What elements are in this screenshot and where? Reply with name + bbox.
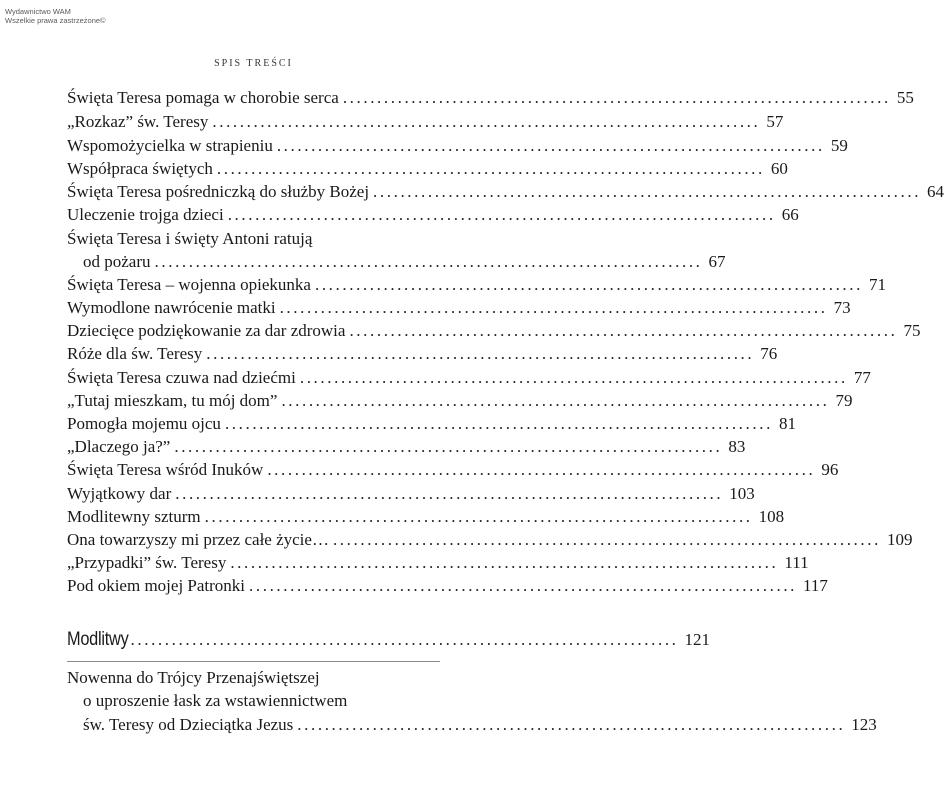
toc-entry-page: 103 [729, 484, 755, 503]
toc-leader: ................................................................................ [216, 159, 765, 178]
toc-entry-page: 96 [821, 460, 839, 479]
toc-entry[interactable] [67, 505, 785, 529]
toc-leader: ................................................................................ [281, 391, 830, 410]
toc-leader: ................................................................................ [204, 507, 753, 526]
toc-leader: ................................................................................ [224, 414, 773, 433]
toc-entry-page: 71 [868, 275, 886, 294]
toc-entry-page: 108 [758, 507, 785, 526]
toc-entry-title: „Dlaczego ja?” [67, 437, 171, 456]
toc-entry[interactable] [67, 180, 944, 204]
toc-entry-title: Święta Teresa pomaga w chorobie serca [67, 88, 339, 107]
toc-entry-title: „Przypadki” św. Teresy [67, 553, 227, 572]
toc-section[interactable] [67, 628, 711, 652]
watermark-rights: Wszelkie prawa zastrzeżone© [5, 16, 106, 25]
toc-entry-page: 64 [927, 182, 944, 201]
toc-prayer-page: 123 [851, 715, 877, 734]
toc-entry[interactable] [67, 412, 796, 436]
toc-entry[interactable] [67, 482, 755, 506]
toc-entry-page: 111 [784, 553, 809, 572]
toc-entry[interactable] [67, 551, 809, 575]
toc-entry-title: Wyjątkowy dar [67, 484, 172, 503]
toc-leader: ................................................................................ [227, 205, 776, 224]
toc-entry-page: 77 [853, 368, 871, 387]
toc-entry[interactable] [67, 203, 799, 227]
toc-entry-title: „Tutaj mieszkam, tu mój dom” [67, 391, 278, 410]
toc-entry-title: „Rozkaz” św. Teresy [67, 112, 209, 131]
toc-leader: ................................................................................ [299, 368, 848, 387]
toc-entry-title: Święta Teresa czuwa nad dziećmi [67, 368, 296, 387]
toc-section-title: Modlitwy [67, 629, 129, 650]
toc-entry-title: Święta Teresa i święty Antoni ratują [67, 229, 313, 248]
toc-entry-page: 109 [886, 530, 913, 549]
toc-entry[interactable] [83, 250, 726, 274]
toc-entry-page: 75 [903, 321, 921, 340]
toc-leader: ................................................................................ [206, 344, 755, 363]
toc-entry-page: 81 [778, 414, 796, 433]
toc-entry-title: Pomogła mojemu ojcu [67, 414, 221, 433]
toc-leader: ................................................................................ [279, 298, 828, 317]
toc-section-page: 121 [684, 630, 711, 649]
toc-entry-page: 66 [781, 205, 799, 224]
toc-entry-page: 57 [766, 112, 784, 131]
toc-entry-page: 55 [896, 88, 914, 107]
toc-entry[interactable] [67, 389, 853, 413]
toc-prayer-title: św. Teresy od Dzieciątka Jezus [83, 715, 294, 734]
toc-leader: ................................................................................ [267, 460, 816, 479]
toc-entry-title: Dziecięce podziękowanie za dar zdrowia [67, 321, 346, 340]
toc-entry[interactable] [67, 273, 886, 297]
toc-leader: ................................................................................ [154, 252, 703, 271]
toc-leader: ................................................................................ [230, 553, 779, 572]
toc-leader: ................................................................................ [276, 136, 825, 155]
toc-entry-page: 73 [833, 298, 851, 317]
toc-entry-page: 83 [728, 437, 746, 456]
toc-entry-title: Róże dla św. Teresy [67, 344, 203, 363]
toc-entry-title: Modlitewny szturm [67, 507, 201, 526]
toc-entry-title: Wspomożycielka w strapieniu [67, 136, 273, 155]
toc-entry-page: 67 [708, 252, 726, 271]
toc-entry-title: Pod okiem mojej Patronki [67, 576, 246, 595]
toc-leader: ................................................................................ [249, 576, 798, 595]
toc-entry[interactable] [67, 319, 921, 343]
toc-entry-line[interactable] [67, 227, 440, 251]
toc-entry-page: 59 [830, 136, 848, 155]
toc-leader: ................................................................................ [349, 321, 898, 340]
toc-entry[interactable] [67, 435, 746, 459]
toc-leader: ................................................................................ [373, 182, 922, 201]
watermark-publisher: Wydawnictwo WAM [5, 7, 71, 16]
toc-entry-page: 117 [803, 576, 828, 595]
toc-entry-page: 60 [770, 159, 788, 178]
toc-leader: ................................................................................ [130, 630, 679, 649]
toc-leader: ................................................................................ [342, 88, 891, 107]
toc-entry-title: Ona towarzyszy mi przez całe życie… [67, 530, 329, 549]
toc-section-title-wrap [67, 628, 139, 652]
toc-leader: ................................................................................ [332, 530, 881, 549]
toc-entry[interactable] [67, 574, 828, 598]
toc-entry[interactable] [67, 296, 851, 320]
toc-entry-title: Uleczenie trojga dzieci [67, 205, 224, 224]
toc-entry[interactable] [67, 134, 848, 158]
toc-entry-title: Wymodlone nawrócenie matki [67, 298, 276, 317]
toc-leader: ................................................................................ [297, 715, 846, 734]
section-divider [67, 661, 440, 662]
toc-entry-title: Święta Teresa pośredniczką do służby Bożej [67, 182, 370, 201]
toc-entry[interactable] [67, 366, 871, 390]
toc-leader: ................................................................................ [174, 437, 723, 456]
toc-prayer-title: Nowenna do Trójcy Przenajświętszej [67, 668, 320, 687]
toc-entry[interactable] [67, 157, 788, 181]
toc-entry-title: Współpraca świętych [67, 159, 213, 178]
toc-entry[interactable] [67, 86, 914, 110]
watermark [5, 7, 106, 25]
toc-leader: ................................................................................ [212, 112, 761, 131]
toc-entry-title: Święta Teresa – wojenna opiekunka [67, 275, 311, 294]
toc-prayer-line[interactable] [67, 666, 440, 690]
toc-entry[interactable] [67, 342, 778, 366]
page-title: SPIS TREŚCI [214, 58, 293, 69]
toc-prayer-line[interactable] [83, 689, 440, 713]
toc-prayer-entry[interactable] [83, 713, 877, 737]
toc-prayer-title: o uproszenie łask za wstawiennictwem [83, 691, 348, 710]
toc-entry-title: od pożaru [83, 252, 151, 271]
toc-entry[interactable] [67, 458, 839, 482]
toc-entry-title: Święta Teresa wśród Inuków [67, 460, 264, 479]
toc-entry[interactable] [67, 528, 913, 552]
toc-entry[interactable] [67, 110, 784, 134]
toc-entry-page: 79 [835, 391, 853, 410]
toc-entry-page: 76 [760, 344, 778, 363]
toc-leader: ................................................................................ [175, 484, 724, 503]
toc-leader: ................................................................................ [314, 275, 863, 294]
